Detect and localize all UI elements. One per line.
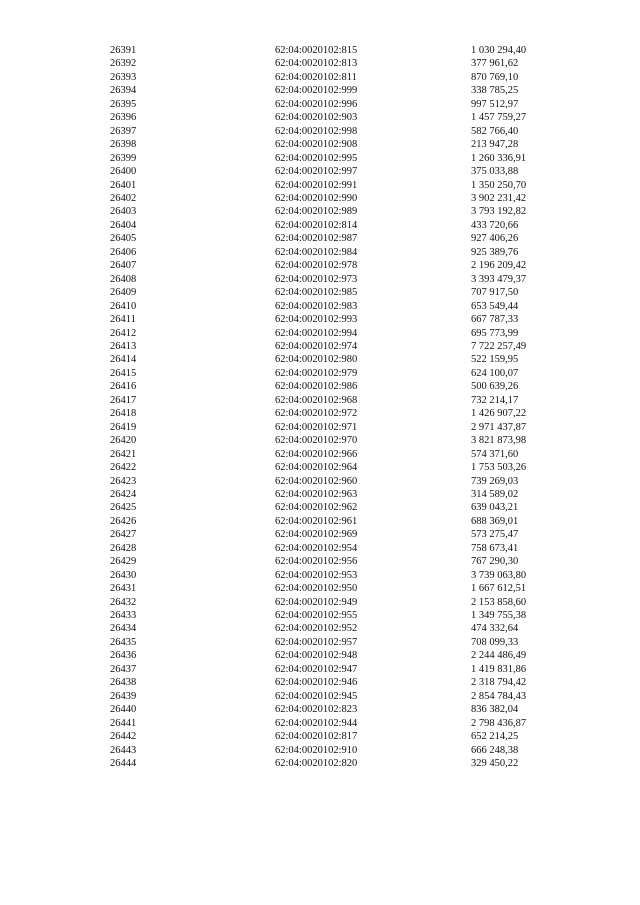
cadastral-number: 62:04:0020102:945 xyxy=(275,690,358,702)
cadastral-number: 62:04:0020102:953 xyxy=(275,569,358,581)
row-number: 26409 xyxy=(110,287,137,299)
table-body xyxy=(110,44,591,770)
cadastral-number: 62:04:0020102:996 xyxy=(275,98,358,110)
table-row xyxy=(110,717,591,730)
cadastral-value: 3 739 063,80 xyxy=(471,569,527,581)
row-number: 26430 xyxy=(110,569,137,581)
row-number: 26417 xyxy=(110,394,137,406)
cadastral-value: 1 349 755,38 xyxy=(471,610,527,622)
table-row xyxy=(110,246,591,259)
table-row xyxy=(110,394,591,407)
cadastral-number: 62:04:0020102:971 xyxy=(275,421,358,433)
row-number: 26443 xyxy=(110,744,137,756)
cadastral-value: 1 419 831,86 xyxy=(471,663,527,675)
cadastral-value: 3 393 479,37 xyxy=(471,273,527,285)
cadastral-number: 62:04:0020102:952 xyxy=(275,623,358,635)
row-number: 26412 xyxy=(110,327,137,339)
cadastral-value-table xyxy=(110,44,591,770)
cadastral-value: 3 793 192,82 xyxy=(471,206,527,218)
cadastral-number: 62:04:0020102:948 xyxy=(275,650,358,662)
cadastral-number: 62:04:0020102:815 xyxy=(275,45,358,56)
row-number: 26440 xyxy=(110,704,137,716)
table-row xyxy=(110,138,591,151)
table-row xyxy=(110,488,591,501)
table-row xyxy=(110,703,591,716)
table-row xyxy=(110,421,591,434)
table-row xyxy=(110,380,591,393)
row-number: 26419 xyxy=(110,421,137,433)
row-number: 26392 xyxy=(110,58,137,70)
table-row xyxy=(110,636,591,649)
cadastral-number: 62:04:0020102:998 xyxy=(275,125,358,137)
table-row xyxy=(110,367,591,380)
cadastral-number: 62:04:0020102:963 xyxy=(275,488,358,500)
cadastral-value: 1 426 907,22 xyxy=(471,408,527,420)
cadastral-value: 1 260 336,91 xyxy=(471,152,527,164)
cadastral-value: 1 667 612,51 xyxy=(471,583,527,595)
cadastral-number: 62:04:0020102:944 xyxy=(275,717,358,729)
table-row xyxy=(110,569,591,582)
cadastral-value: 688 369,01 xyxy=(471,515,519,527)
cadastral-value: 624 100,07 xyxy=(471,367,519,379)
table-row xyxy=(110,622,591,635)
cadastral-number: 62:04:0020102:813 xyxy=(275,58,358,70)
cadastral-value: 1 753 503,26 xyxy=(471,462,527,474)
table-row xyxy=(110,407,591,420)
row-number: 26444 xyxy=(110,758,137,770)
cadastral-value: 574 371,60 xyxy=(471,448,519,460)
cadastral-value: 1 350 250,70 xyxy=(471,179,527,191)
cadastral-number: 62:04:0020102:989 xyxy=(275,206,358,218)
row-number: 26406 xyxy=(110,246,137,258)
row-number: 26434 xyxy=(110,623,137,635)
row-number: 26415 xyxy=(110,367,137,379)
table-row xyxy=(110,730,591,743)
cadastral-number: 62:04:0020102:950 xyxy=(275,583,358,595)
row-number: 26414 xyxy=(110,354,137,366)
cadastral-number: 62:04:0020102:979 xyxy=(275,367,358,379)
table-row xyxy=(110,596,591,609)
table-row xyxy=(110,353,591,366)
row-number: 26398 xyxy=(110,139,137,151)
cadastral-value: 739 269,03 xyxy=(471,475,519,487)
table-row xyxy=(110,232,591,245)
cadastral-value: 7 722 257,49 xyxy=(471,340,527,352)
cadastral-number: 62:04:0020102:983 xyxy=(275,300,358,312)
row-number: 26395 xyxy=(110,98,137,110)
cadastral-number: 62:04:0020102:903 xyxy=(275,112,358,124)
table-row xyxy=(110,152,591,165)
row-number: 26413 xyxy=(110,340,137,352)
row-number: 26437 xyxy=(110,663,137,675)
row-number: 26421 xyxy=(110,448,137,460)
cadastral-value: 767 290,30 xyxy=(471,556,519,568)
cadastral-number: 62:04:0020102:986 xyxy=(275,381,358,393)
table-row xyxy=(110,57,591,70)
cadastral-value: 1 030 294,40 xyxy=(471,45,527,56)
cadastral-number: 62:04:0020102:990 xyxy=(275,192,358,204)
table-row xyxy=(110,663,591,676)
cadastral-value: 707 917,50 xyxy=(471,287,519,299)
cadastral-value: 2 854 784,43 xyxy=(471,690,527,702)
cadastral-number: 62:04:0020102:984 xyxy=(275,246,358,258)
table-row xyxy=(110,542,591,555)
row-number: 26422 xyxy=(110,462,137,474)
cadastral-value: 639 043,21 xyxy=(471,502,519,514)
row-number: 26433 xyxy=(110,610,137,622)
cadastral-number: 62:04:0020102:823 xyxy=(275,704,358,716)
row-number: 26436 xyxy=(110,650,137,662)
row-number: 26426 xyxy=(110,515,137,527)
row-number: 26408 xyxy=(110,273,137,285)
row-number: 26429 xyxy=(110,556,137,568)
row-number: 26424 xyxy=(110,488,137,500)
row-number: 26425 xyxy=(110,502,137,514)
cadastral-number: 62:04:0020102:946 xyxy=(275,677,358,689)
cadastral-number: 62:04:0020102:964 xyxy=(275,462,358,474)
cadastral-value: 1 457 759,27 xyxy=(471,112,527,124)
table-row xyxy=(110,340,591,353)
row-number: 26394 xyxy=(110,85,137,97)
cadastral-value: 2 971 437,87 xyxy=(471,421,527,433)
cadastral-number: 62:04:0020102:947 xyxy=(275,663,358,675)
table-row xyxy=(110,461,591,474)
cadastral-number: 62:04:0020102:956 xyxy=(275,556,358,568)
row-number: 26397 xyxy=(110,125,137,137)
cadastral-number: 62:04:0020102:999 xyxy=(275,85,358,97)
cadastral-value: 870 769,10 xyxy=(471,71,519,83)
table-row xyxy=(110,205,591,218)
cadastral-value: 522 159,95 xyxy=(471,354,519,366)
table-row xyxy=(110,84,591,97)
table-row xyxy=(110,528,591,541)
cadastral-value: 758 673,41 xyxy=(471,542,519,554)
row-number: 26404 xyxy=(110,219,137,231)
row-number: 26393 xyxy=(110,71,137,83)
table-row xyxy=(110,448,591,461)
cadastral-number: 62:04:0020102:973 xyxy=(275,273,358,285)
cadastral-number: 62:04:0020102:910 xyxy=(275,744,358,756)
cadastral-value: 2 196 209,42 xyxy=(471,260,527,272)
row-number: 26416 xyxy=(110,381,137,393)
cadastral-value: 666 248,38 xyxy=(471,744,519,756)
cadastral-number: 62:04:0020102:955 xyxy=(275,610,358,622)
row-number: 26441 xyxy=(110,717,137,729)
cadastral-value: 377 961,62 xyxy=(471,58,519,70)
cadastral-number: 62:04:0020102:994 xyxy=(275,327,358,339)
row-number: 26411 xyxy=(110,314,136,326)
table-row xyxy=(110,676,591,689)
cadastral-value: 213 947,28 xyxy=(471,139,519,151)
table-row xyxy=(110,757,591,770)
cadastral-number: 62:04:0020102:970 xyxy=(275,435,358,447)
cadastral-value: 500 639,26 xyxy=(471,381,519,393)
row-number: 26410 xyxy=(110,300,137,312)
row-number: 26391 xyxy=(110,45,137,56)
cadastral-number: 62:04:0020102:995 xyxy=(275,152,358,164)
table-row xyxy=(110,111,591,124)
cadastral-number: 62:04:0020102:980 xyxy=(275,354,358,366)
row-number: 26400 xyxy=(110,166,137,178)
cadastral-number: 62:04:0020102:961 xyxy=(275,515,358,527)
cadastral-number: 62:04:0020102:908 xyxy=(275,139,358,151)
cadastral-number: 62:04:0020102:985 xyxy=(275,287,358,299)
row-number: 26405 xyxy=(110,233,137,245)
cadastral-value: 338 785,25 xyxy=(471,85,519,97)
cadastral-value: 2 318 794,42 xyxy=(471,677,527,689)
table-row xyxy=(110,125,591,138)
cadastral-value: 925 389,76 xyxy=(471,246,519,258)
cadastral-value: 314 589,02 xyxy=(471,488,519,500)
table-row xyxy=(110,300,591,313)
cadastral-number: 62:04:0020102:814 xyxy=(275,219,358,231)
cadastral-number: 62:04:0020102:974 xyxy=(275,340,358,352)
cadastral-value: 3 821 873,98 xyxy=(471,435,527,447)
cadastral-value: 2 153 858,60 xyxy=(471,596,527,608)
row-number: 26431 xyxy=(110,583,137,595)
row-number: 26418 xyxy=(110,408,137,420)
table-row xyxy=(110,555,591,568)
row-number: 26439 xyxy=(110,690,137,702)
row-number: 26435 xyxy=(110,636,137,648)
table-row xyxy=(110,501,591,514)
cadastral-number: 62:04:0020102:991 xyxy=(275,179,358,191)
table-row xyxy=(110,434,591,447)
row-number: 26428 xyxy=(110,542,137,554)
row-number: 26420 xyxy=(110,435,137,447)
cadastral-value: 667 787,33 xyxy=(471,314,519,326)
cadastral-value: 2 798 436,87 xyxy=(471,717,527,729)
table-row xyxy=(110,192,591,205)
row-number: 26432 xyxy=(110,596,137,608)
cadastral-value: 732 214,17 xyxy=(471,394,519,406)
cadastral-number: 62:04:0020102:960 xyxy=(275,475,358,487)
cadastral-value: 3 902 231,42 xyxy=(471,192,527,204)
table-row xyxy=(110,515,591,528)
cadastral-value: 329 450,22 xyxy=(471,758,519,770)
cadastral-number: 62:04:0020102:993 xyxy=(275,314,358,326)
cadastral-number: 62:04:0020102:969 xyxy=(275,529,358,541)
cadastral-value: 695 773,99 xyxy=(471,327,519,339)
cadastral-number: 62:04:0020102:987 xyxy=(275,233,358,245)
cadastral-value: 2 244 486,49 xyxy=(471,650,527,662)
table-row xyxy=(110,286,591,299)
row-number: 26396 xyxy=(110,112,137,124)
row-number: 26407 xyxy=(110,260,137,272)
cadastral-value: 708 099,33 xyxy=(471,636,519,648)
cadastral-value: 375 033,88 xyxy=(471,166,519,178)
cadastral-value: 474 332,64 xyxy=(471,623,519,635)
row-number: 26399 xyxy=(110,152,137,164)
cadastral-number: 62:04:0020102:972 xyxy=(275,408,358,420)
table-row xyxy=(110,219,591,232)
cadastral-number: 62:04:0020102:811 xyxy=(275,71,357,83)
table-row xyxy=(110,273,591,286)
cadastral-number: 62:04:0020102:957 xyxy=(275,636,358,648)
cadastral-number: 62:04:0020102:817 xyxy=(275,731,358,743)
row-number: 26427 xyxy=(110,529,137,541)
table-row xyxy=(110,649,591,662)
cadastral-number: 62:04:0020102:978 xyxy=(275,260,358,272)
cadastral-number: 62:04:0020102:954 xyxy=(275,542,358,554)
cadastral-value: 582 766,40 xyxy=(471,125,519,137)
row-number: 26401 xyxy=(110,179,137,191)
table-row xyxy=(110,165,591,178)
table-row xyxy=(110,98,591,111)
table-row xyxy=(110,327,591,340)
table-row xyxy=(110,582,591,595)
cadastral-value: 653 549,44 xyxy=(471,300,519,312)
table-row xyxy=(110,475,591,488)
cadastral-value: 927 406,26 xyxy=(471,233,519,245)
cadastral-value: 652 214,25 xyxy=(471,731,519,743)
row-number: 26403 xyxy=(110,206,137,218)
table-row xyxy=(110,609,591,622)
table-row xyxy=(110,179,591,192)
cadastral-value: 997 512,97 xyxy=(471,98,519,110)
cadastral-number: 62:04:0020102:966 xyxy=(275,448,358,460)
cadastral-value: 573 275,47 xyxy=(471,529,519,541)
cadastral-value: 836 382,04 xyxy=(471,704,519,716)
table-row xyxy=(110,259,591,272)
table-row xyxy=(110,44,591,57)
table-row xyxy=(110,744,591,757)
row-number: 26402 xyxy=(110,192,137,204)
cadastral-number: 62:04:0020102:968 xyxy=(275,394,358,406)
cadastral-number: 62:04:0020102:962 xyxy=(275,502,358,514)
cadastral-value: 433 720,66 xyxy=(471,219,519,231)
table-row xyxy=(110,71,591,84)
cadastral-number: 62:04:0020102:949 xyxy=(275,596,358,608)
row-number: 26423 xyxy=(110,475,137,487)
cadastral-number: 62:04:0020102:997 xyxy=(275,166,358,178)
row-number: 26438 xyxy=(110,677,137,689)
cadastral-number: 62:04:0020102:820 xyxy=(275,758,358,770)
table-row xyxy=(110,690,591,703)
row-number: 26442 xyxy=(110,731,137,743)
table-row xyxy=(110,313,591,326)
